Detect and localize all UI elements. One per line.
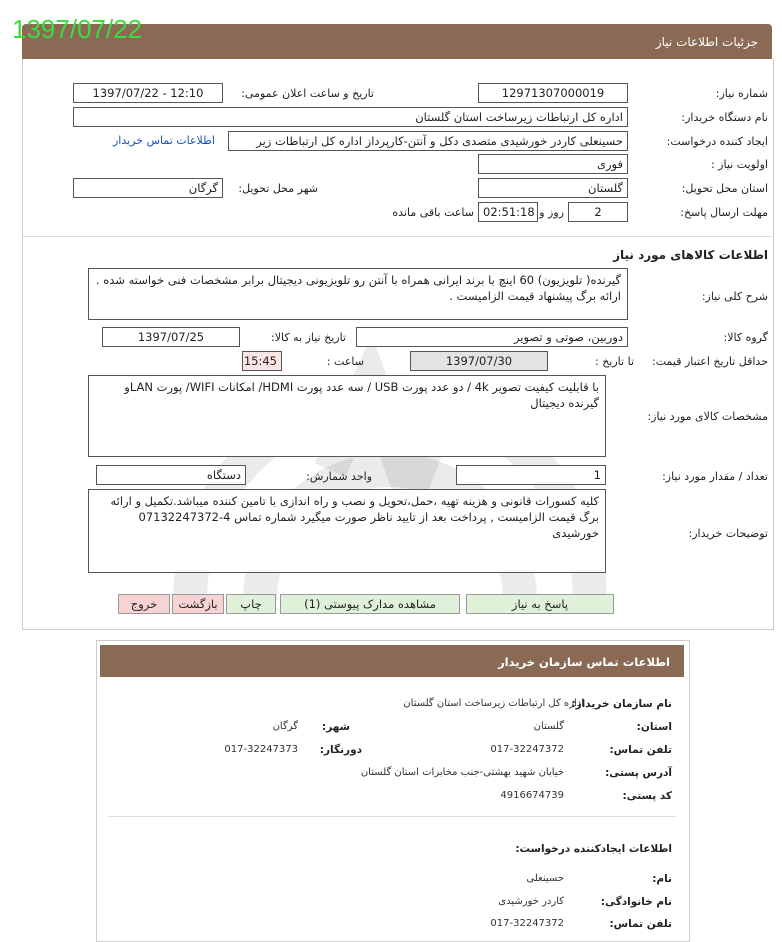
reply-button[interactable]: پاسخ به نیاز [466, 594, 614, 614]
contact-address-label: آدرس پستی: [605, 767, 672, 779]
province-label: استان محل تحویل: [681, 182, 768, 195]
group-label: گروه کالا: [723, 331, 768, 344]
validity-date-field: 1397/07/30 [410, 351, 548, 371]
days-word: روز و [539, 206, 564, 219]
contact-city-value: گرگان [272, 721, 298, 732]
creator-name-label: نام: [652, 873, 672, 885]
notes-label: توضیحات خریدار: [688, 527, 768, 540]
contact-postal-value: 4916674739 [500, 790, 564, 801]
creator-name-value: حسینعلی [526, 873, 564, 884]
deadline-label: مهلت ارسال پاسخ: [680, 206, 768, 219]
qty-field: 1 [456, 465, 606, 485]
hour-label: ساعت : [326, 355, 364, 368]
need-date-field: 1397/07/25 [102, 327, 240, 347]
creator-phone-label: تلفن تماس: [609, 918, 672, 930]
group-field: دوربین، صوتی و تصویر [356, 327, 628, 347]
specs-textarea[interactable]: با قابلیت کیفیت تصویر 4k / دو عدد پورت USB / سه عدد پورت HDMI/ امکانات WIFI/ پورت LANو گیرنده دیجیتال [88, 375, 606, 457]
contact-fax-value: 017-32247373 [224, 744, 298, 755]
deadline-time-field: 02:51:18 [478, 202, 538, 222]
page-title: جزئیات اطلاعات نیاز [655, 35, 758, 49]
goods-section-title: اطلاعات کالاهای مورد نیاز [613, 248, 768, 262]
contact-address-value: خیابان شهید بهشتی-جنب مخابرات استان گلستان [360, 767, 564, 778]
creator-family-label: نام خانوادگی: [600, 896, 672, 908]
validity-label: حداقل تاریخ اعتبار قیمت: [652, 355, 768, 368]
contact-org-label: نام سازمان خریدار: [571, 698, 672, 710]
priority-label: اولویت نیاز : [710, 158, 768, 171]
contact-province-label: استان: [636, 721, 672, 733]
announce-label: تاریخ و ساعت اعلان عمومی: [241, 87, 374, 100]
contact-province-value: گلستان [533, 721, 564, 732]
exit-button[interactable]: خروج [118, 594, 170, 614]
contact-divider [108, 816, 676, 817]
contact-phone-label: تلفن تماس: [609, 744, 672, 756]
until-label: تا تاریخ : [595, 355, 634, 368]
unit-field: دستگاه [96, 465, 246, 485]
priority-field: فوری [478, 154, 628, 174]
contact-postal-label: کد پستی: [622, 790, 672, 802]
specs-label: مشخصات کالای مورد نیاز: [647, 410, 768, 423]
divider [23, 236, 771, 237]
summary-label: شرح کلی نیاز: [701, 290, 768, 303]
notes-textarea[interactable]: کلیه کسورات قانونی و هزینه تهیه ،حمل،تحویل و نصب و راه اندازی با تامین کننده میباشد.تکمیل و ارائه برگ قیمت الزامیست , پرداخت بعد از تایید ناظر صورت میگیرد شماره تماس 4-07132247372 خورشیدی [88, 489, 606, 573]
contact-panel-title: اطلاعات تماس سازمان خریدار [498, 655, 670, 669]
announce-field: 1397/07/22 - 12:10 [73, 83, 223, 103]
requester-field: حسینعلی کاردر خورشیدی متصدی دکل و آنتن-کارپرداز اداره کل ارتباطات زیر [228, 131, 628, 151]
back-button[interactable]: بازگشت [172, 594, 224, 614]
buyer-org-label: نام دستگاه خریدار: [681, 111, 768, 124]
buyer-contact-link[interactable]: اطلاعات تماس خریدار [113, 134, 215, 147]
date-stamp: 1397/07/22 [12, 14, 143, 44]
unit-label: واحد شمارش: [306, 470, 372, 483]
creator-phone-value: 017-32247372 [490, 918, 564, 929]
contact-phone-value: 017-32247372 [490, 744, 564, 755]
need-date-label: تاریخ نیاز به کالا: [271, 331, 346, 344]
contact-fax-label: دورنگار: [319, 744, 362, 756]
remaining-word: ساعت باقی مانده [392, 206, 474, 219]
qty-label: تعداد / مقدار مورد نیاز: [662, 470, 768, 483]
city-label: شهر محل تحویل: [238, 182, 318, 195]
print-button[interactable]: چاپ [226, 594, 276, 614]
deadline-days-field: 2 [568, 202, 628, 222]
requester-label: ایجاد کننده درخواست: [666, 135, 768, 148]
summary-textarea[interactable]: گیرنده( تلویزیون) 60 اینچ با برند ایرانی همراه با آنتن رو تلویزیونی دیجیتال برابر مشخصات فنی خواسته شده . ارائه برگ پیشنهاد قیمت الزامیست . [88, 268, 628, 320]
buyer-org-field: اداره کل ارتباطات زیرساخت استان گلستان [73, 107, 628, 127]
attachments-button[interactable]: مشاهده مدارک پیوستی (1) [280, 594, 460, 614]
contact-city-label: شهر: [322, 721, 350, 733]
city-field: گرگان [73, 178, 223, 198]
contact-org-value: اداره کل ارتباطات زیرساخت استان گلستان [403, 698, 584, 709]
validity-hour-field: 15:45 [242, 351, 282, 371]
contact-panel-header [100, 645, 684, 677]
province-field: گلستان [478, 178, 628, 198]
need-number-field: 12971307000019 [478, 83, 628, 103]
creator-family-value: کاردر خورشیدی [498, 896, 564, 907]
creator-section-title: اطلاعات ایجادکننده درخواست: [515, 843, 672, 855]
need-number-label: شماره نیاز: [715, 87, 768, 100]
